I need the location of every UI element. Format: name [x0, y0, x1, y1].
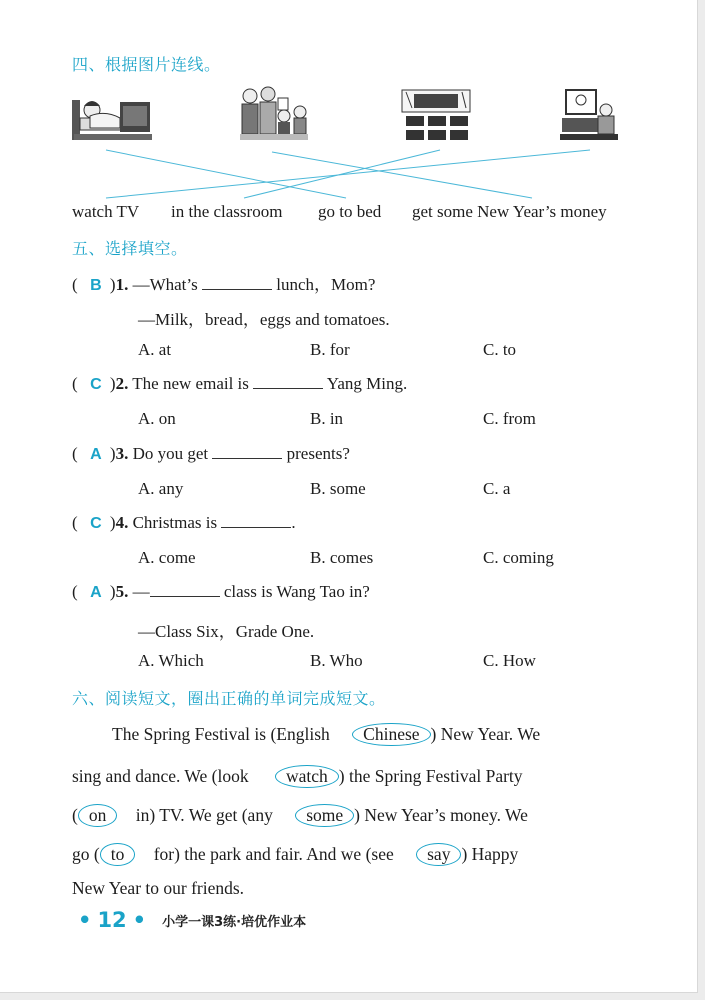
- passage-text: for) the park and fair. And we (see: [153, 844, 394, 864]
- question-1: [72, 270, 375, 295]
- passage-line-4: [72, 843, 518, 866]
- paren-open: (: [72, 275, 78, 294]
- circled-word: on: [78, 804, 118, 827]
- q1-option-a: A. at: [138, 340, 172, 359]
- passage-text: sing and dance. We (look: [72, 766, 249, 786]
- question-number: 1.: [115, 275, 129, 294]
- q4-option-c: C. coming: [483, 548, 554, 567]
- paren-close: ): [109, 513, 116, 532]
- passage-line-2: [72, 765, 523, 788]
- passage-text: (: [72, 805, 78, 825]
- q4-option-b: B. comes: [310, 548, 374, 567]
- answer-blank: [150, 595, 220, 597]
- question-text: —: [132, 582, 150, 601]
- answer-blank: [212, 457, 282, 459]
- paren-open: (: [72, 582, 78, 601]
- match-line-3: [244, 150, 440, 198]
- question-text: The new email is: [132, 374, 249, 393]
- section4-title: 四、根据图片连线。: [72, 55, 221, 74]
- passage-text: The Spring Festival is (English: [112, 724, 330, 744]
- q2-option-c: C. from: [483, 409, 536, 428]
- question-text: Do you get: [132, 444, 209, 463]
- label-get-new-years-money: get some New Year’s money: [412, 202, 607, 221]
- passage-line-1: [112, 723, 540, 746]
- question-number: 3.: [115, 444, 129, 463]
- answer-blank: [253, 387, 323, 389]
- section6-title: 六、阅读短文，圈出正确的单词完成短文。: [72, 689, 386, 708]
- circled-word: watch: [275, 765, 339, 788]
- footer-bullet-left: •: [78, 908, 92, 932]
- paren-close: ): [109, 374, 116, 393]
- match-line-4: [106, 150, 590, 198]
- answer-5: A: [90, 584, 102, 601]
- question-1-line2: —Milk，bread，eggs and tomatoes.: [138, 310, 390, 329]
- page-footer: [78, 908, 306, 932]
- circled-word: to: [100, 843, 136, 866]
- question-text: presents?: [286, 444, 350, 463]
- passage-text: ) the Spring Festival Party: [338, 766, 523, 786]
- matching-lines: [0, 0, 697, 230]
- paren-close: ): [109, 582, 116, 601]
- label-go-to-bed: go to bed: [318, 202, 382, 221]
- q2-option-b: B. in: [310, 409, 344, 428]
- circled-word: some: [295, 804, 354, 827]
- answer-blank: [221, 526, 291, 528]
- answer-4: C: [90, 515, 102, 532]
- passage-text: go (: [72, 844, 100, 864]
- paren-close: ): [109, 275, 116, 294]
- q1-option-b: B. for: [310, 340, 350, 359]
- q3-option-a: A. any: [138, 479, 184, 498]
- question-text: Yang Ming.: [326, 374, 408, 393]
- paren-open: (: [72, 374, 78, 393]
- passage-line-3: [72, 804, 528, 827]
- q2-option-a: A. on: [138, 409, 176, 428]
- question-5-line2: —Class Six，Grade One.: [138, 622, 315, 641]
- question-4: [72, 513, 296, 533]
- question-number: 2.: [115, 374, 129, 393]
- question-number: 4.: [115, 513, 129, 532]
- q5-option-a: A. Which: [138, 651, 204, 670]
- q1-option-c: C. to: [483, 340, 517, 359]
- question-text: lunch，Mom?: [276, 275, 376, 294]
- answer-1: B: [90, 277, 102, 294]
- q3-option-b: B. some: [310, 479, 366, 498]
- book-title: 小学一课3练·培优作业本: [162, 914, 307, 930]
- question-text: —What’s: [132, 275, 198, 294]
- section5-title: 五、选择填空。: [72, 239, 188, 258]
- paren-open: (: [72, 444, 78, 463]
- q4-option-a: A. come: [138, 548, 196, 567]
- answer-blank: [202, 288, 272, 290]
- question-text: .: [291, 513, 296, 532]
- question-5: [72, 582, 370, 602]
- q5-option-c: C. How: [483, 651, 536, 670]
- circled-word: say: [416, 843, 461, 866]
- question-text: class is Wang Tao in?: [223, 582, 370, 601]
- label-in-the-classroom: in the classroom: [171, 202, 283, 221]
- page-number: 12: [97, 908, 127, 932]
- circled-word: Chinese: [352, 723, 430, 746]
- question-number: 5.: [115, 582, 129, 601]
- question-text: Christmas is: [132, 513, 218, 532]
- question-3: [72, 444, 350, 464]
- footer-bullet-right: •: [132, 908, 147, 932]
- answer-3: A: [90, 446, 102, 463]
- paren-open: (: [72, 513, 78, 532]
- passage-text: ) New Year’s money. We: [354, 805, 528, 825]
- passage-line-5: New Year to our friends.: [72, 878, 245, 898]
- match-line-1: [106, 150, 346, 198]
- q3-option-c: C. a: [483, 479, 511, 498]
- paren-close: ): [109, 444, 116, 463]
- passage-text: in) TV. We get (any: [135, 805, 273, 825]
- question-2: [72, 374, 407, 394]
- q5-option-b: B. Who: [310, 651, 363, 670]
- label-watch-tv: watch TV: [72, 202, 140, 221]
- passage-text: ) Happy: [461, 844, 519, 864]
- answer-2: C: [90, 376, 102, 393]
- passage-text: ) New Year. We: [430, 724, 541, 744]
